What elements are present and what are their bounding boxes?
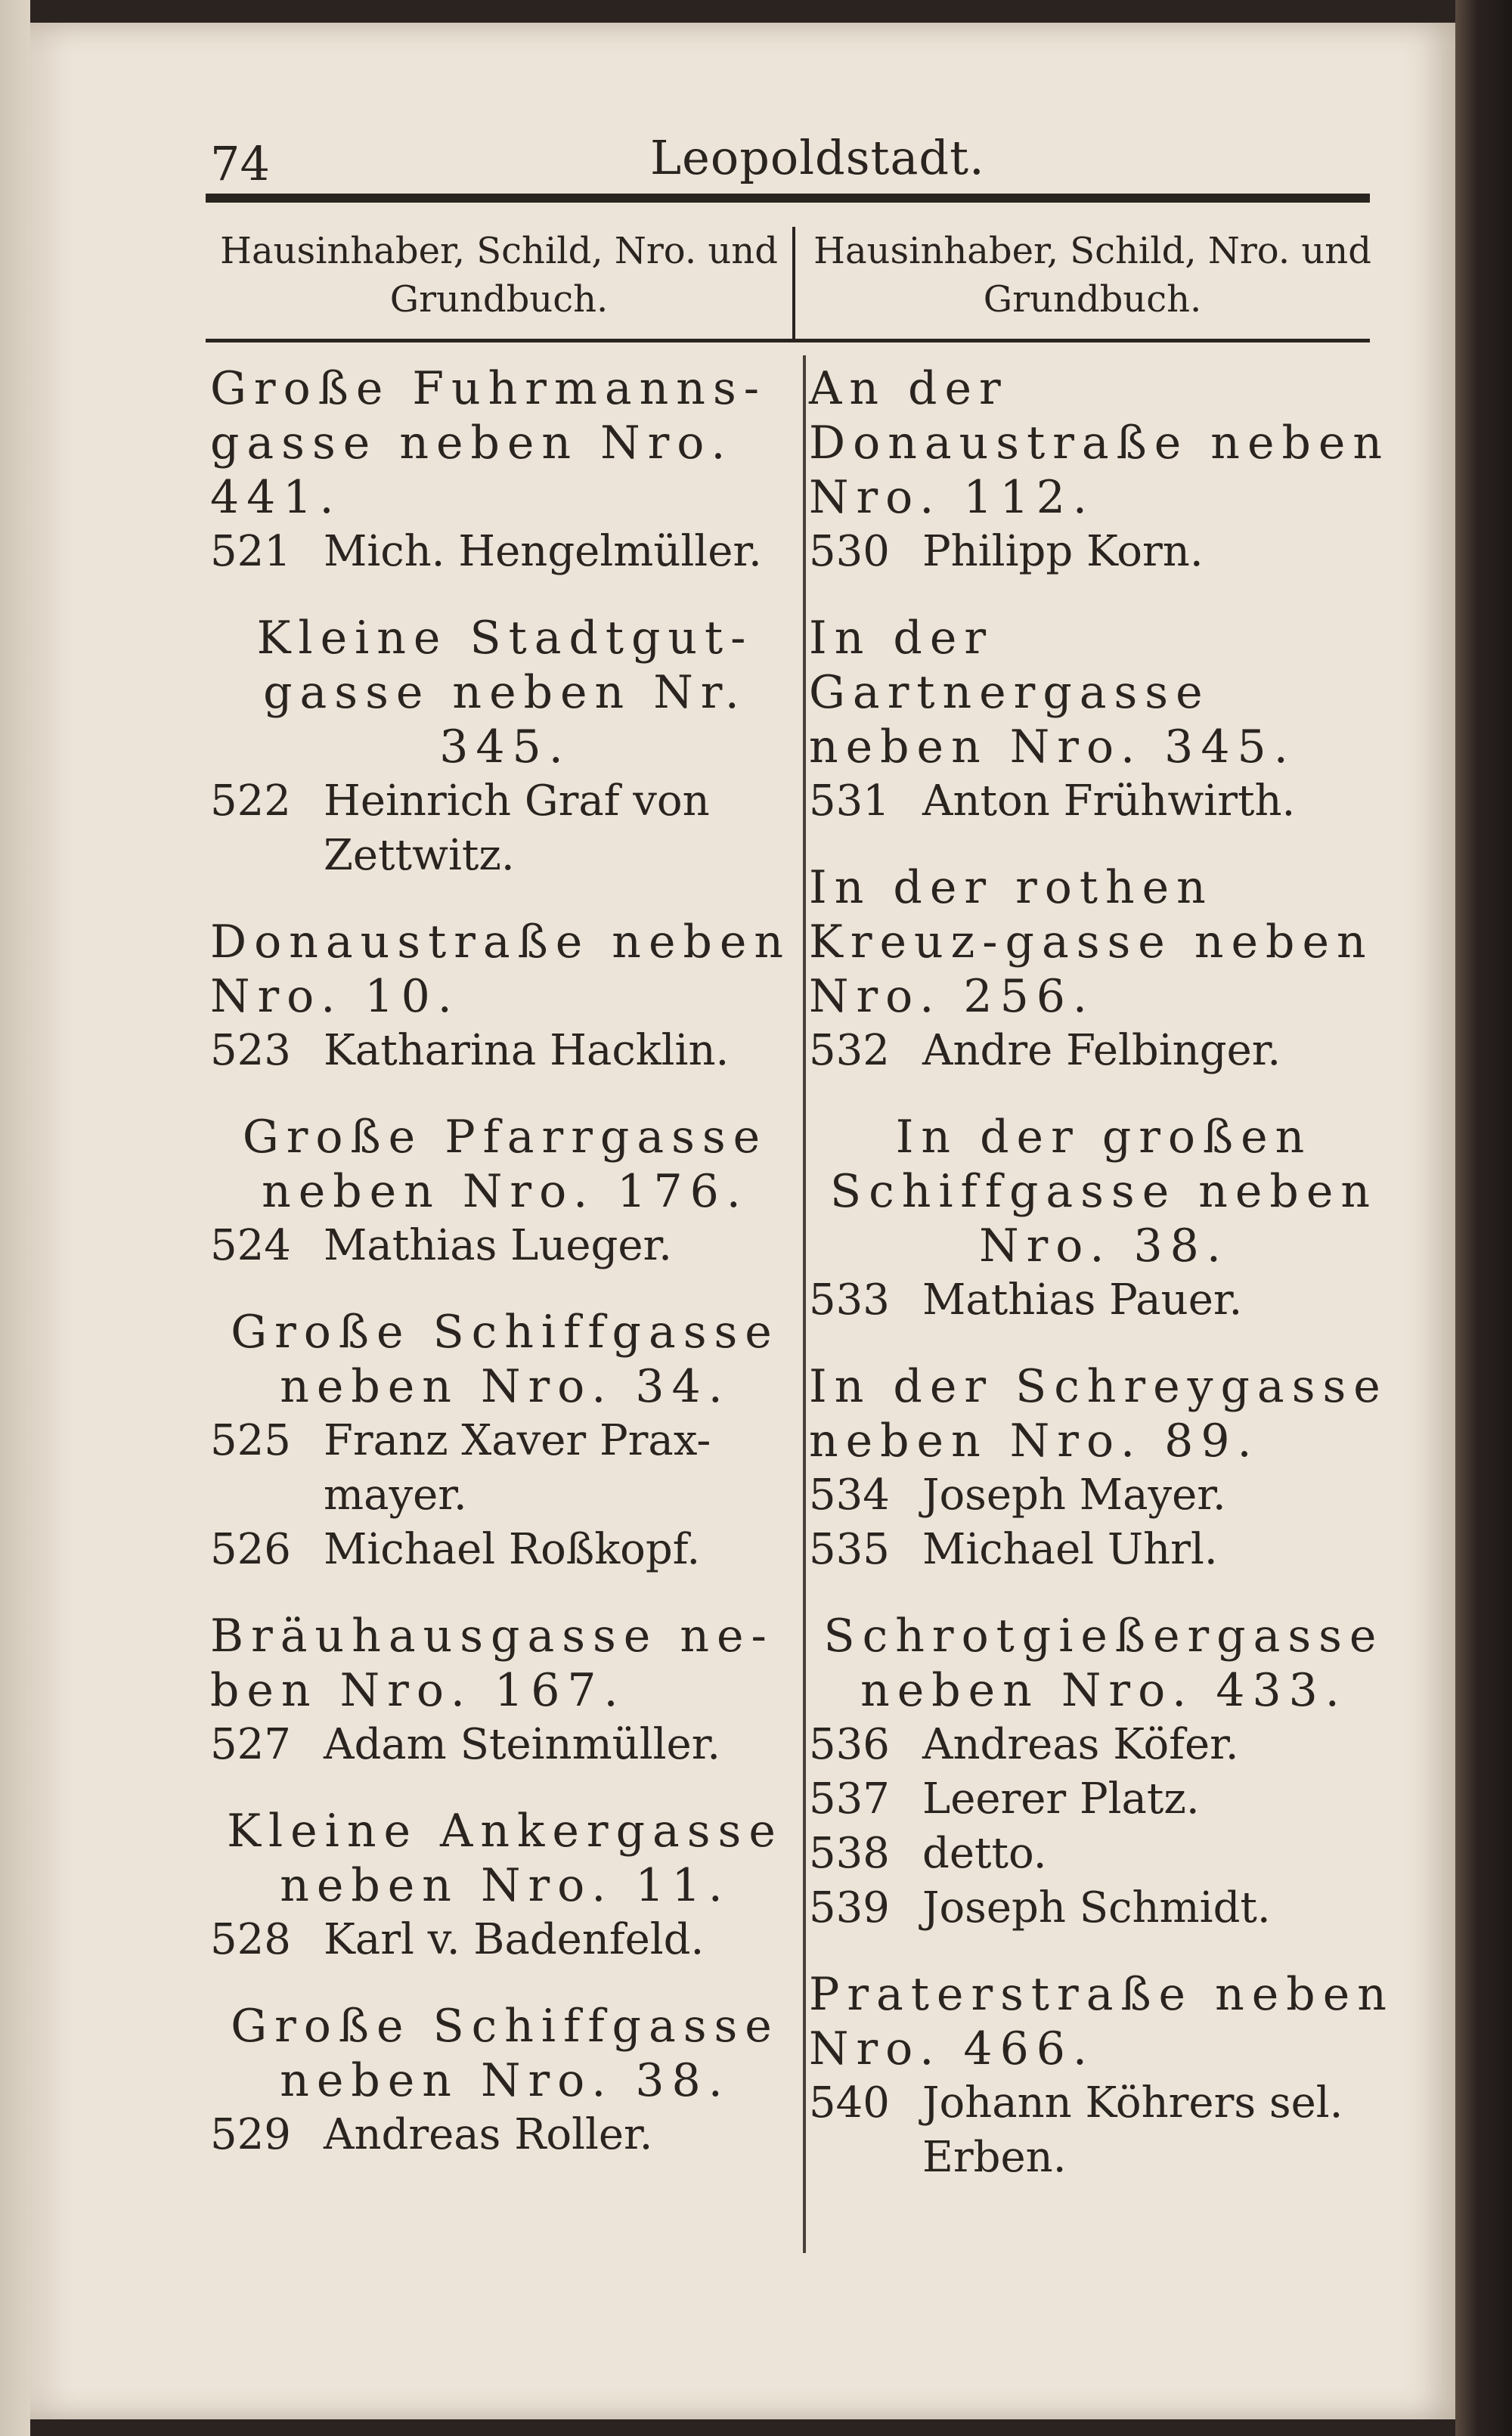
house-number: 526 [210,1525,291,1574]
header-column-divider [792,227,795,339]
house-number: 530 [809,527,890,576]
owner-name: Adam Steinmüller. [324,1720,721,1769]
owner-name: Johann Köhrers sel. Erben. [922,2078,1343,2182]
right-column-header: Hausinhaber, Schild, Nro. und Grundbuch. [813,230,1371,321]
street-heading: Große Schiffgasse neben Nro. 38. [231,2000,779,2107]
right-column [809,361,1399,2185]
house-entry [210,2108,800,2162]
street-heading: Schrotgießergasse neben Nro. 433. [823,1610,1384,1717]
owner-name: Joseph Mayer. [922,1471,1226,1520]
owner-name: Franz Xaver Prax-mayer. [324,1416,711,1520]
house-number: 529 [210,2110,291,2159]
street-heading: In der Gartnergasse neben Nro. 345. [809,612,1296,773]
street-heading: Bräuhausgasse ne-ben Nro. 167. [210,1610,774,1717]
house-number: 525 [210,1416,291,1465]
house-number: 531 [809,776,890,826]
owner-name: Andreas Köfer. [922,1720,1239,1769]
street-heading: In der rothen Kreuz-gasse neben Nro. 256. [809,861,1374,1023]
house-number: 539 [809,1883,890,1932]
street-heading: Praterstraße neben Nro. 466. [809,1968,1394,2075]
house-entry [809,1024,1399,1078]
owner-name: Philipp Korn. [922,527,1204,576]
body-column-divider [803,355,806,2253]
house-entry [210,1414,800,1523]
house-entry [210,1024,800,1078]
column-header-rule [206,339,1370,342]
house-number: 540 [809,2078,890,2128]
street-heading: Große Fuhrmanns-gasse neben Nro. 441. [210,362,767,524]
house-entry [809,2076,1399,2185]
house-number: 534 [809,1471,890,1520]
house-entry [210,774,800,883]
street-heading: Kleine Ankergasse neben Nro. 11. [227,1805,783,1912]
house-number: 522 [210,776,291,826]
owner-name: Anton Frühwirth. [922,776,1296,826]
house-entry [809,774,1399,829]
street-heading: An der Donaustraße neben Nro. 112. [809,362,1390,524]
house-number: 537 [809,1774,890,1824]
house-entry [210,525,800,579]
house-entry [809,1468,1399,1523]
owner-name: Joseph Schmidt. [922,1883,1271,1932]
owner-name: Mathias Pauer. [922,1275,1243,1325]
street-heading: Große Pfarrgasse neben Nro. 176. [242,1111,768,1218]
owner-name: Michael Roßkopf. [324,1525,701,1574]
house-entry [809,1772,1399,1827]
house-entry [809,1881,1399,1935]
owner-name: Leerer Platz. [922,1774,1200,1824]
running-head: Leopoldstadt. [650,130,985,185]
street-heading: In der Schreygasse neben Nro. 89. [809,1360,1388,1467]
street-heading: Große Schiffgasse neben Nro. 34. [231,1306,779,1413]
house-number: 524 [210,1221,291,1270]
owner-name: Andre Felbinger. [922,1026,1281,1075]
house-number: 523 [210,1026,291,1075]
house-entry [210,1523,800,1577]
house-entry [809,1273,1399,1328]
owner-name: detto. [922,1829,1047,1878]
house-number: 536 [809,1720,890,1769]
house-number: 535 [809,1525,890,1574]
owner-name: Heinrich Graf von Zettwitz. [324,776,710,880]
owner-name: Karl v. Badenfeld. [324,1915,705,1964]
left-column [210,361,800,2162]
street-heading: Donaustraße neben Nro. 10. [210,916,792,1023]
house-number: 538 [809,1829,890,1878]
house-entry [210,1718,800,1772]
house-entry [809,1523,1399,1577]
page-number: 74 [210,136,270,191]
house-entry [210,1913,800,1967]
house-entry [809,1827,1399,1881]
house-number: 527 [210,1720,291,1769]
house-number: 533 [809,1275,890,1325]
street-heading: In der großen Schiffgasse neben Nro. 38. [829,1111,1377,1272]
owner-name: Michael Uhrl. [922,1525,1218,1574]
owner-name: Mathias Lueger. [324,1221,672,1270]
book-gutter [1455,0,1512,2436]
left-column-header: Hausinhaber, Schild, Nro. und Grundbuch. [220,230,778,321]
house-number: 521 [210,527,291,576]
house-entry [809,525,1399,579]
owner-name: Mich. Hengelmüller. [324,527,762,576]
house-entry [809,1718,1399,1772]
page-left-edge [0,0,30,2436]
owner-name: Andreas Roller. [324,2110,653,2159]
house-number: 528 [210,1915,291,1964]
header-rule [206,194,1370,203]
street-heading: Kleine Stadtgut-gasse neben Nr. 345. [256,612,754,773]
house-entry [210,1219,800,1273]
owner-name: Katharina Hacklin. [324,1026,730,1075]
house-number: 532 [809,1026,890,1075]
